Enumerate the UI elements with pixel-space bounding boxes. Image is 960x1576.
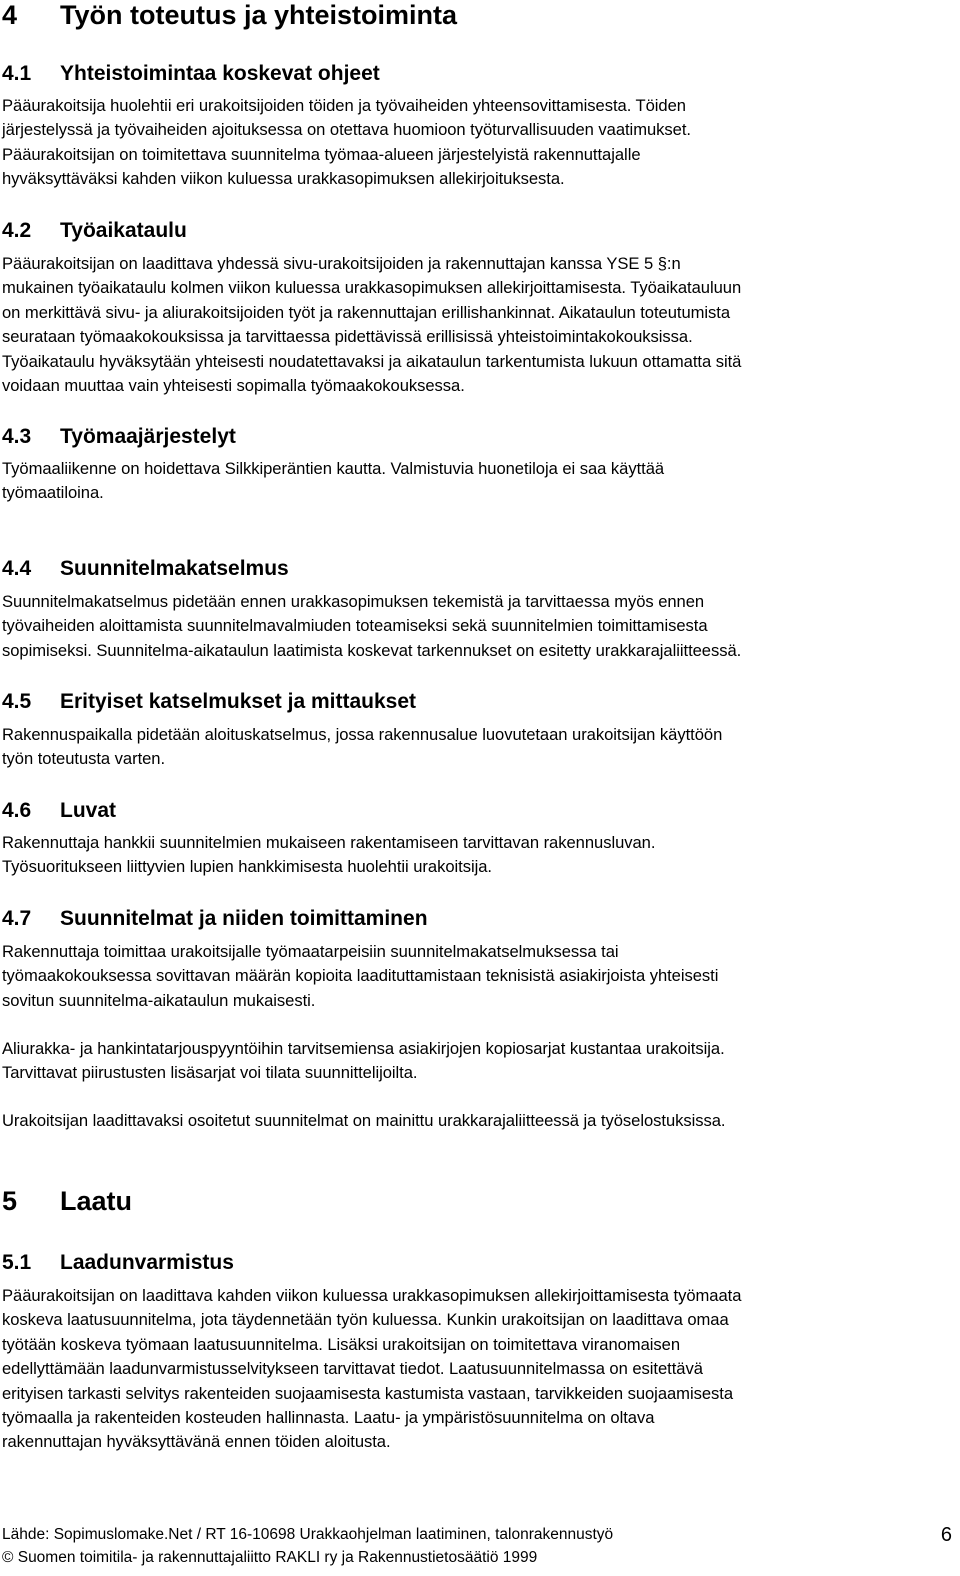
section-title: Työn toteutus ja yhteistoiminta: [60, 0, 458, 30]
text-line: Pääurakoitsijan on toimitettava suunnitelma työmaa-alueen järjestelyistä rakennuttajalle: [2, 144, 641, 164]
heading-section-5: [2, 1186, 132, 1216]
section-number: 5: [2, 1186, 18, 1216]
section-number: 4.3: [2, 425, 32, 448]
text-line: sopimiseksi. Suunnitelma-aikataulun laatimista koskevat tarkennukset on esitetty urakkarajaliitteessä.: [2, 640, 742, 660]
section-number: 4: [2, 0, 18, 30]
text-line: Aliurakka- ja hankintatarjouspyyntöihin tarvitsemiensa asiakirjojen kopiosarjat kustantaa urakoitsija.: [2, 1039, 725, 1058]
paragraph-4-1: [2, 94, 952, 192]
text-line: mukainen työaikataulu kolmen viikon kuluessa urakkasopimuksen allekirjoittamisesta. Työaikatauluun: [2, 278, 742, 298]
text-line: voidaan muuttaa vain yhteisesti sopimalla työmaakokouksessa.: [2, 376, 465, 396]
heading-section-4-2: [2, 218, 187, 244]
section-title: Laatu: [60, 1186, 133, 1216]
heading-section-4-7: [2, 906, 428, 932]
text-line: työtään koskeva työmaan laatusuunnitelma. Lisäksi urakoitsijan on toimitettava viranomaisen: [2, 1334, 680, 1354]
section-number: 4.4: [2, 557, 32, 580]
section-number: 4.7: [2, 907, 32, 930]
paragraph-5-1: [2, 1284, 952, 1455]
text-line: työn toteutusta varten.: [2, 749, 166, 769]
text-line: Työaikataulu hyväksytään yhteisesti noudatettavaksi ja aikataulun tarkentumista lukuun ottamatta sitä: [2, 351, 742, 371]
section-number: 4.2: [2, 219, 32, 242]
text-line: edellyttämään laadunvarmistusselvitykseen tarvittavat tiedot. Laatusuunnitelmassa on esitettävä: [2, 1359, 703, 1379]
paragraph-4-4: [2, 590, 952, 663]
footer-source: Lähde: Sopimuslomake.Net / RT 16-10698 Urakkaohjelman laatiminen, talonrakennustyö: [2, 1526, 614, 1543]
text-line: on merkittävä sivu- ja aliurakoitsijoiden työt ja rakennuttajan erillishankinnat. Aikataulun toteutumista: [2, 302, 731, 322]
paragraph-4-2: [2, 252, 952, 398]
heading-section-4-3: [2, 424, 236, 450]
footer-copyright: © Suomen toimitila- ja rakennuttajaliitto RAKLI ry ja Rakennustietosäätiö 1999: [2, 1549, 538, 1566]
text-line: Rakennuspaikalla pidetään aloituskatselmus, jossa rakennusalue luovutetaan urakoitsijan käyttöön: [2, 725, 723, 744]
paragraph-4-7-b: [2, 1037, 952, 1086]
section-number: 4.5: [2, 690, 32, 713]
section-title: Yhteistoimintaa koskevat ohjeet: [60, 62, 380, 85]
section-title: Luvat: [60, 799, 117, 822]
text-line: Pääurakoitsijan on laadittava yhdessä sivu-urakoitsijoiden ja rakennuttajan kanssa YSE 5 §:n: [2, 254, 681, 273]
section-title: Laadunvarmistus: [60, 1251, 234, 1274]
paragraph-4-7-c: [2, 1109, 952, 1133]
text-line: työmaatiloina.: [2, 483, 104, 503]
section-title: Suunnitelmat ja niiden toimittaminen: [60, 907, 428, 930]
text-line: Rakennuttaja hankkii suunnitelmien mukaiseen rakentamiseen tarvittavan rakennusluvan.: [2, 833, 656, 852]
section-number: 4.1: [2, 62, 32, 85]
heading-section-4-5: [2, 689, 416, 715]
text-line: erityisen tarkasti selvitys rakenteiden suojaamisesta kastumista vastaan, tarvikkeiden suojaamisesta: [2, 1383, 733, 1403]
heading-section-4-4: [2, 556, 289, 582]
section-title: Erityiset katselmukset ja mittaukset: [60, 690, 416, 713]
text-line: Suunnitelmakatselmus pidetään ennen urakkasopimuksen tekemistä ja tarvittaessa myös ennen: [2, 592, 705, 611]
text-line: työmaakokouksessa sovittavan määrän kopioita laadituttamistaan teknisistä asiakirjoista yhteisesti: [2, 966, 719, 986]
text-line: Työmaaliikenne on hoidettava Silkkiperäntien kautta. Valmistuvia huonetiloja ei saa käyttää: [2, 459, 665, 478]
text-line: työvaiheiden aloittamista suunnitelmavalmiuden toteamiseksi sekä suunnitelmien toimittamisesta: [2, 616, 708, 636]
paragraph-4-6: [2, 831, 952, 880]
paragraph-4-7-a: [2, 940, 952, 1013]
page-number: 6: [940, 1524, 952, 1546]
section-number: 4.6: [2, 799, 32, 822]
heading-section-4: [2, 0, 457, 30]
section-title: Työmaajärjestelyt: [60, 425, 236, 448]
section-title: Suunnitelmakatselmus: [60, 557, 289, 580]
section-number: 5.1: [2, 1251, 32, 1274]
section-title: Työaikataulu: [60, 219, 187, 242]
paragraph-4-5: [2, 723, 952, 772]
text-line: rakennuttajan hyväksyttävänä ennen töiden aloitusta.: [2, 1432, 391, 1452]
text-line: Työsuoritukseen liittyvien lupien hankkimisesta huolehtii urakoitsija.: [2, 857, 492, 877]
text-line: Urakoitsijan laadittavaksi osoitetut suunnitelmat on mainittu urakkarajaliitteessä ja työselostuksissa.: [2, 1111, 726, 1130]
text-line: työmaalla ja rakenteiden kosteuden hallinnasta. Laatu- ja ympäristösuunnitelma on oltava: [2, 1408, 655, 1428]
text-line: seurataan työmaakokouksissa ja tarvittaessa pidettävissä erillisissä yhteistoimintakokouksissa.: [2, 327, 693, 347]
text-line: Rakennuttaja toimittaa urakoitsijalle työmaatarpeisiin suunnitelmakatselmuksessa tai: [2, 942, 619, 961]
paragraph-4-3: [2, 457, 952, 506]
text-line: Pääurakoitsija huolehtii eri urakoitsijoiden töiden ja työvaiheiden yhteensovittamisesta. Töiden: [2, 96, 686, 115]
text-line: koskeva laatusuunnitelma, jota täydennetään työn kuluessa. Kunkin urakoitsijan on laadittava omaa: [2, 1310, 729, 1330]
heading-section-4-6: [2, 798, 116, 824]
text-line: hyväksyttäväksi kahden viikon kuluessa urakkasopimuksen allekirjoituksesta.: [2, 169, 565, 189]
text-line: järjestelyssä ja työvaiheiden ajoituksessa on otettava huomioon työturvallisuuden vaatimukset.: [2, 120, 691, 140]
text-line: sovitun suunnitelma-aikataulun mukaisesti.: [2, 990, 316, 1010]
heading-section-5-1: [2, 1250, 234, 1276]
text-line: Tarvittavat piirustusten lisäsarjat voi tilata suunnittelijoilta.: [2, 1063, 418, 1083]
heading-section-4-1: [2, 61, 380, 87]
text-line: Pääurakoitsijan on laadittava kahden viikon kuluessa urakkasopimuksen allekirjoittamisesta työmaata: [2, 1286, 742, 1305]
